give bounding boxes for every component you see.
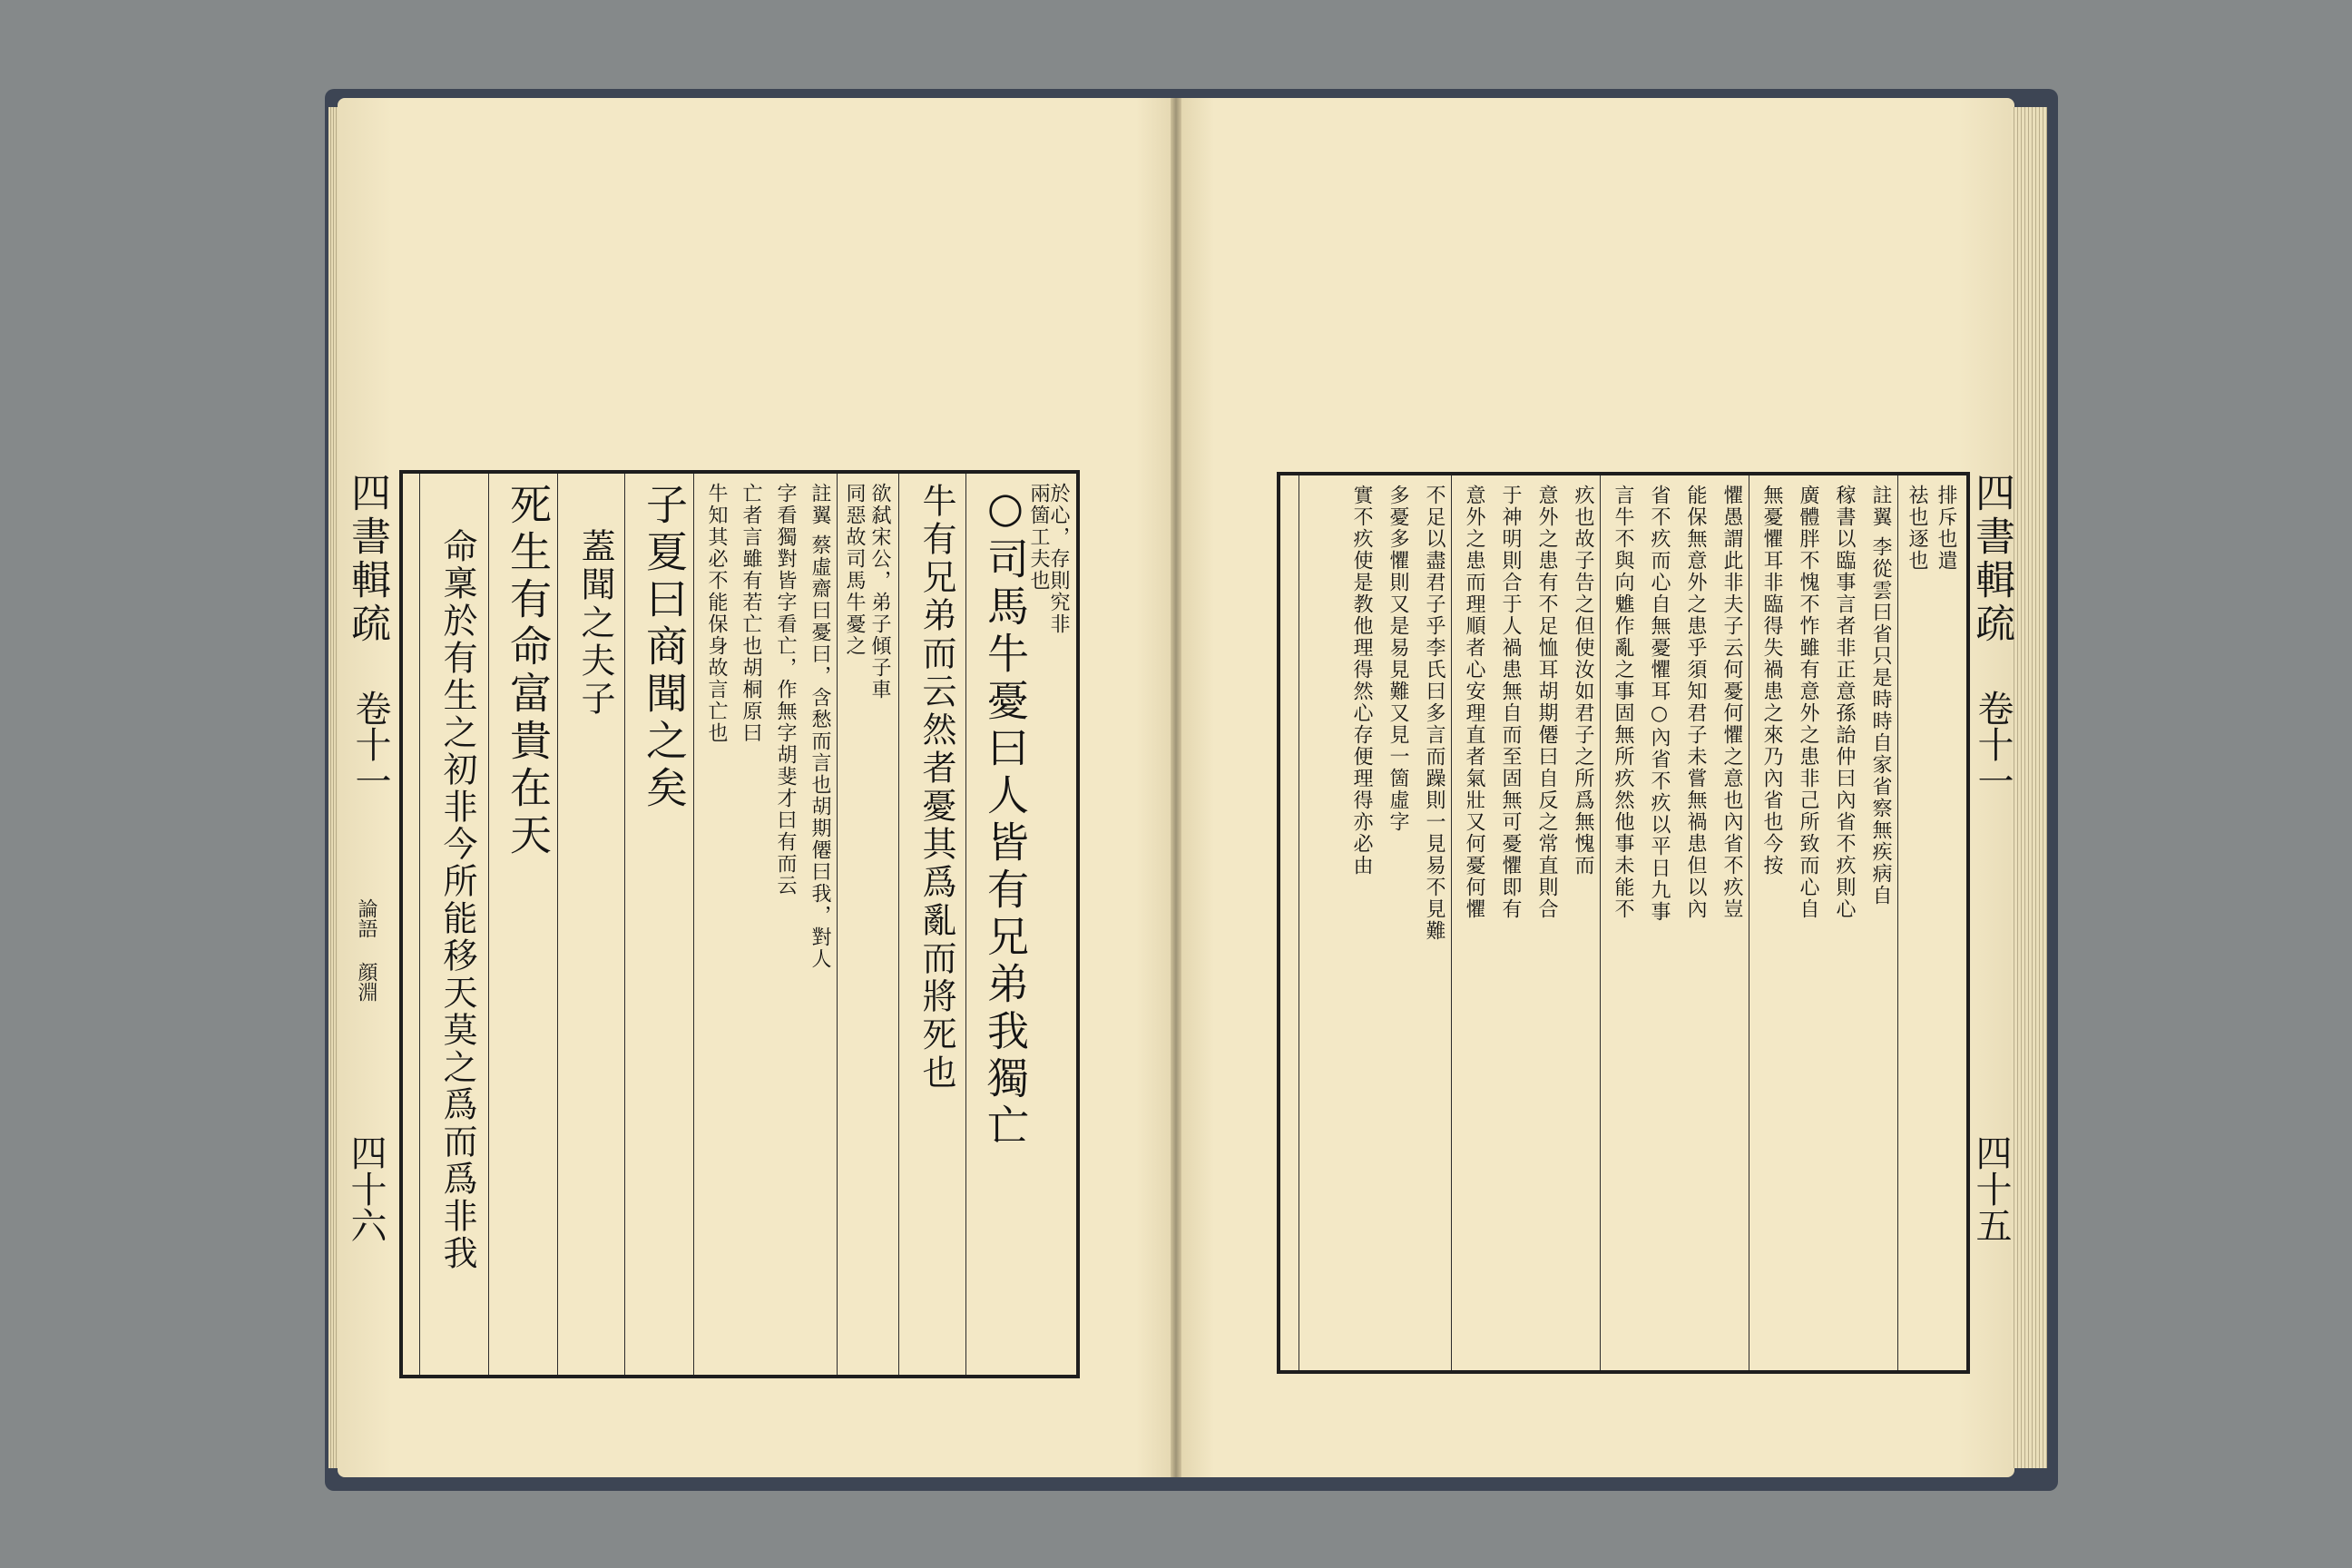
column-8 xyxy=(488,474,558,1375)
main-text: 蓋聞之夫子 xyxy=(575,528,615,719)
note-line: 祛也逐也 xyxy=(1906,485,1928,572)
column-3 xyxy=(898,474,966,1375)
main-text: 牛有兄弟而云然者憂其爲亂而將死也 xyxy=(916,483,956,1093)
left-text-frame xyxy=(399,470,1080,1378)
note-line: 多憂多懼則又是易見難又見一箇虛字 xyxy=(1387,485,1409,833)
right-text-frame xyxy=(1277,472,1970,1374)
column-3 xyxy=(1600,475,1749,1370)
page-number-left: 四十六 xyxy=(345,1134,387,1243)
volume-label-right: 卷十一 xyxy=(1972,690,2014,799)
note-line: 亡者言雖有若亡也胡桐原曰 xyxy=(740,483,762,744)
column-1 xyxy=(1897,475,1967,1370)
column-9 xyxy=(419,474,489,1375)
note-line: 稼書以臨事言者非正意孫詒仲曰內省不疚則心 xyxy=(1833,485,1856,920)
column-5 xyxy=(693,474,838,1375)
note-line: 註翼 李從雲曰省只是時時自家省察無疾病自 xyxy=(1869,485,1892,906)
section-label: 顔淵 xyxy=(355,962,377,1002)
column-1 xyxy=(1027,474,1074,1375)
volume-label-left: 卷十一 xyxy=(349,690,391,799)
column-7 xyxy=(557,474,625,1375)
note-line: 疚也故子告之但使汝如君子之所爲無愧而 xyxy=(1572,485,1594,877)
note-line: 註翼 蔡虛齋曰憂曰，含愁而言也胡期僊曰我，對人 xyxy=(808,483,831,970)
note-line: 意外之患而理順者心安理直者氣壯又何憂何懼 xyxy=(1463,485,1485,920)
main-text: 子夏曰商聞之矣 xyxy=(640,483,689,813)
column-2 xyxy=(965,474,1034,1375)
note-line: 意外之患有不足恤耳胡期僊曰自反之常直則合 xyxy=(1535,485,1558,920)
running-head-left: 四書輯疏 xyxy=(344,472,390,646)
note-line: 實不疚使是教他理得然心存便理得亦必由 xyxy=(1350,485,1373,877)
note-line: 不足以盡君子乎李氏曰多言而躁則一見易不見難 xyxy=(1423,485,1446,942)
note-line: 牛知其必不能保身故言亡也 xyxy=(705,483,728,744)
main-text: ○司馬牛憂曰人皆有兄弟我獨亡 xyxy=(981,483,1030,1151)
note-line: 同惡故司馬牛憂之 xyxy=(843,483,866,657)
note-line: 字看獨對皆字看亡，作無字胡斐才曰有而云 xyxy=(774,483,797,897)
note-line: 欲弑宋公，弟子傾子車 xyxy=(868,483,891,701)
running-head-right: 四書輯疏 xyxy=(1968,472,2014,646)
column-5 xyxy=(1298,475,1452,1370)
column-4 xyxy=(1451,475,1601,1370)
note-line: 兩箇工夫也 xyxy=(1027,483,1050,592)
note-line: 言牛不與向魋作亂之事固無所疚然他事未能不 xyxy=(1612,485,1634,920)
column-4 xyxy=(837,474,899,1375)
note-line: 能保無意外之患乎須知君子未嘗無禍患但以內 xyxy=(1684,485,1707,920)
note-line: 廣體胖不愧不怍雖有意外之患非己所致而心自 xyxy=(1797,485,1819,920)
note-line: 于神明則合于人禍患無自而至固無可憂懼即有 xyxy=(1499,485,1522,920)
book-gutter xyxy=(1171,98,1181,1477)
main-text: 命稟於有生之初非今所能移天莫之爲而爲非我 xyxy=(437,528,477,1272)
note-line: 於心，存則究非 xyxy=(1047,483,1070,635)
section-label: 論語 xyxy=(355,898,377,938)
column-6 xyxy=(624,474,694,1375)
note-line: 省不疚而心自無憂懼耳○內省不疚以平日九事 xyxy=(1648,485,1671,923)
note-line: 排斥也遣 xyxy=(1935,485,1957,572)
note-line: 無憂懼耳非臨得失禍患之來乃內省也今按 xyxy=(1760,485,1783,877)
note-line: 懼愚謂此非夫子云何憂何懼之意也內省不疚豈 xyxy=(1720,485,1743,920)
page-number-right: 四十五 xyxy=(1970,1134,2012,1243)
main-text: 死生有命富貴在天 xyxy=(504,483,553,860)
column-2 xyxy=(1749,475,1898,1370)
